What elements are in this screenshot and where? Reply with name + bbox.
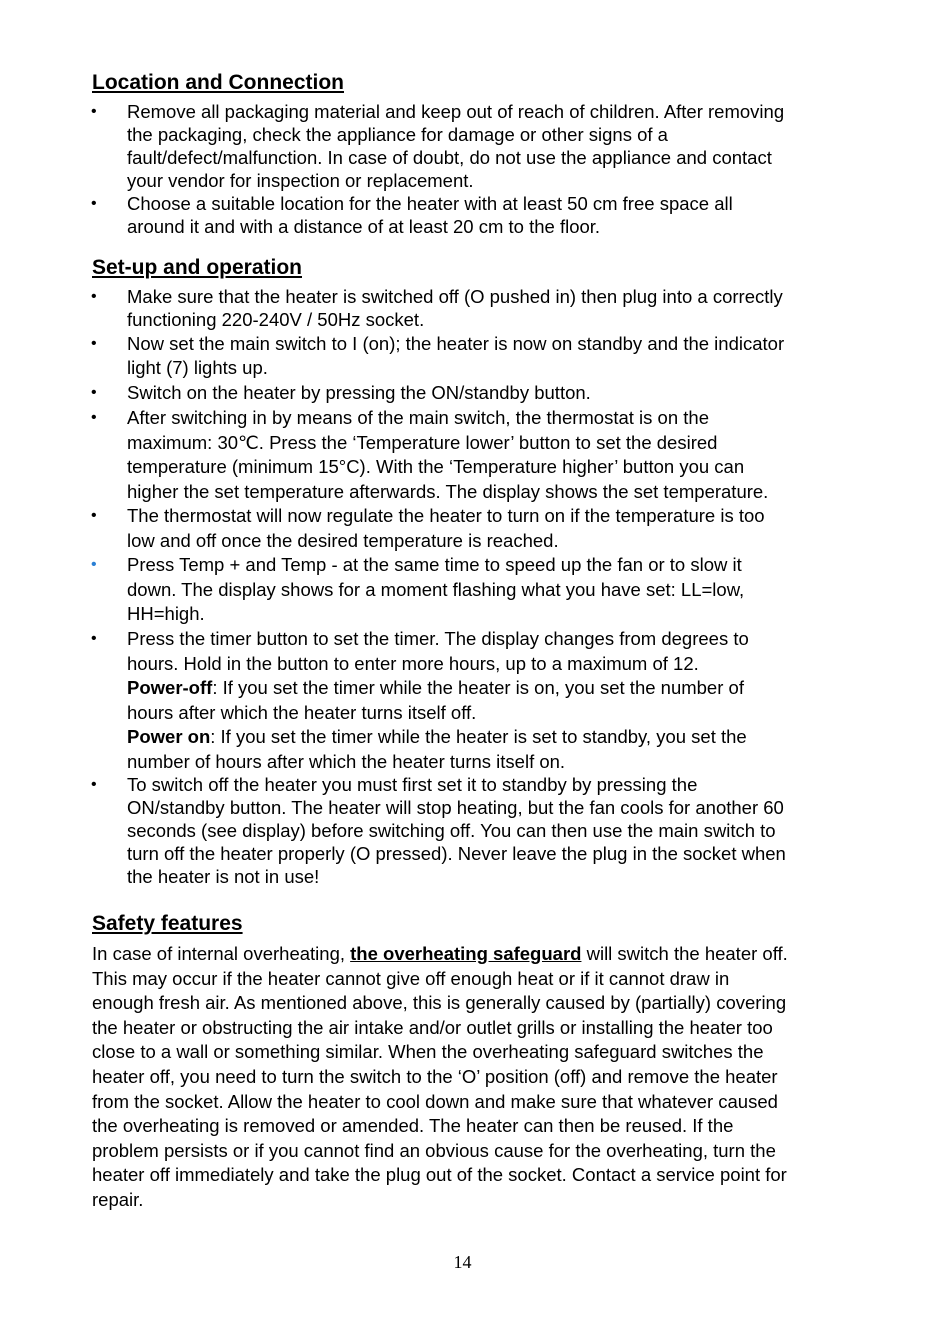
list-item [127,553,847,627]
text-line: higher the set temperature afterwards. The display shows the set temperature. [127,480,769,502]
text-line: Press Temp + and Temp - at the same time to speed up the fan or to slow it [127,554,742,575]
bullet: • [91,384,97,401]
list-item [127,192,847,238]
text-line: the packaging, check the appliance for damage or other signs of a [127,124,668,145]
text-line: enough fresh air. As mentioned above, this is generally caused by (partially) covering [92,992,787,1014]
list-item [127,627,847,774]
list-item [127,100,847,192]
list-item [127,332,847,379]
text-segment: : If you set the timer while the heater is set to standby, you set the [210,726,747,747]
list-item [127,406,847,504]
text-line: Now set the main switch to I (on); the heater is now on standby and the indicator [127,333,785,354]
text-line: the heater is not in use! [127,866,320,887]
text-line: low and off once the desired temperature is reached. [127,529,559,551]
text-line: seconds (see display) before switching off. You can then use the main switch to [127,820,776,841]
text-line: ON/standby button. The heater will stop heating, but the fan cools for another 60 [127,797,784,818]
text-line: maximum: 30℃. Press the ‘Temperature lower’ button to set the desired [127,431,718,453]
bullet: • [91,409,97,426]
text-line: temperature (minimum 15°C). With the ‘Temperature higher’ button you can [127,456,745,477]
text-segment: In case of internal overheating, [92,943,351,964]
text-line: fault/defect/malfunction. In case of doubt, do not use the appliance and contact [127,147,772,168]
bullet: • [91,630,97,647]
text-line: the heater or obstructing the air intake and/or outlet grills or installing the heater too [92,1016,773,1038]
list-item [127,504,847,553]
text-line: close to a wall or something similar. When the overheating safeguard switches the [92,1041,764,1063]
bullet-accent: • [91,556,97,573]
text-line: functioning 220-240V / 50Hz socket. [127,309,425,330]
text-line: light (7) lights up. [127,356,268,378]
bullet: • [91,507,97,524]
text-segment: will switch the heater off. [581,943,788,964]
text-line: Remove all packaging material and keep out of reach of children. After removing [127,101,785,122]
heading-safety-features: Safety features [92,912,243,935]
text-line: The thermostat will now regulate the heater to turn on if the temperature is too [127,505,765,526]
text-segment: : If you set the timer while the heater is on, you set the number of [212,677,744,698]
list-item [127,773,847,888]
text-line: After switching in by means of the main switch, the thermostat is on the [127,407,709,428]
text-line: from the socket. Allow the heater to cool down and make sure that whatever caused [92,1090,778,1112]
text-line [92,942,788,967]
power-on-label: Power on [127,726,211,747]
text-line: hours after which the heater turns itself off. [127,701,477,723]
text-line: Press the timer button to set the timer. The display changes from degrees to [127,628,749,649]
bullet: • [91,335,97,352]
text-line: repair. [92,1188,144,1210]
text-line: Switch on the heater by pressing the ON/standby button. [127,382,591,403]
text-line: problem persists or if you cannot find an obvious cause for the overheating, turn the [92,1139,776,1161]
bullet: • [91,103,97,120]
text-line: heater off, you need to turn the switch to the ‘O’ position (off) and remove the heater [92,1065,778,1087]
text-line: Choose a suitable location for the heater with at least 50 cm free space all [127,193,733,214]
page-number: 14 [453,1252,472,1272]
text-line: the overheating is removed or amended. The heater can then be reused. If the [92,1115,734,1137]
bullet: • [91,776,97,793]
text-line: turn off the heater properly (O pressed). Never leave the plug in the socket when [127,843,786,864]
text-line: your vendor for inspection or replacement. [127,170,474,191]
text-line: hours. Hold in the button to enter more hours, up to a maximum of 12. [127,652,699,674]
text-line: This may occur if the heater cannot give off enough heat or if it cannot draw in [92,967,730,989]
text-line: around it and with a distance of at least 20 cm to the floor. [127,216,601,237]
overheating-safeguard-term: the overheating safeguard [350,943,582,964]
power-off-line [127,676,847,701]
heading-location-connection: Location and Connection [92,71,344,94]
heading-setup-operation: Set-up and operation [92,256,302,279]
list-item [127,285,847,331]
safety-paragraph [92,942,788,1213]
text-line: HH=high. [127,603,205,624]
bullet: • [91,195,97,212]
power-off-label: Power-off [127,677,213,698]
bullet: • [91,288,97,305]
text-line: To switch off the heater you must first set it to standby by pressing the [127,774,698,795]
text-line: number of hours after which the heater turns itself on. [127,750,566,772]
text-line: heater off immediately and take the plug out of the socket. Contact a service point for [92,1164,787,1186]
power-on-line [127,725,847,750]
text-line: down. The display shows for a moment flashing what you have set: LL=low, [127,578,745,600]
list-item [127,381,847,405]
text-line: Make sure that the heater is switched off (O pushed in) then plug into a correctly [127,286,783,307]
